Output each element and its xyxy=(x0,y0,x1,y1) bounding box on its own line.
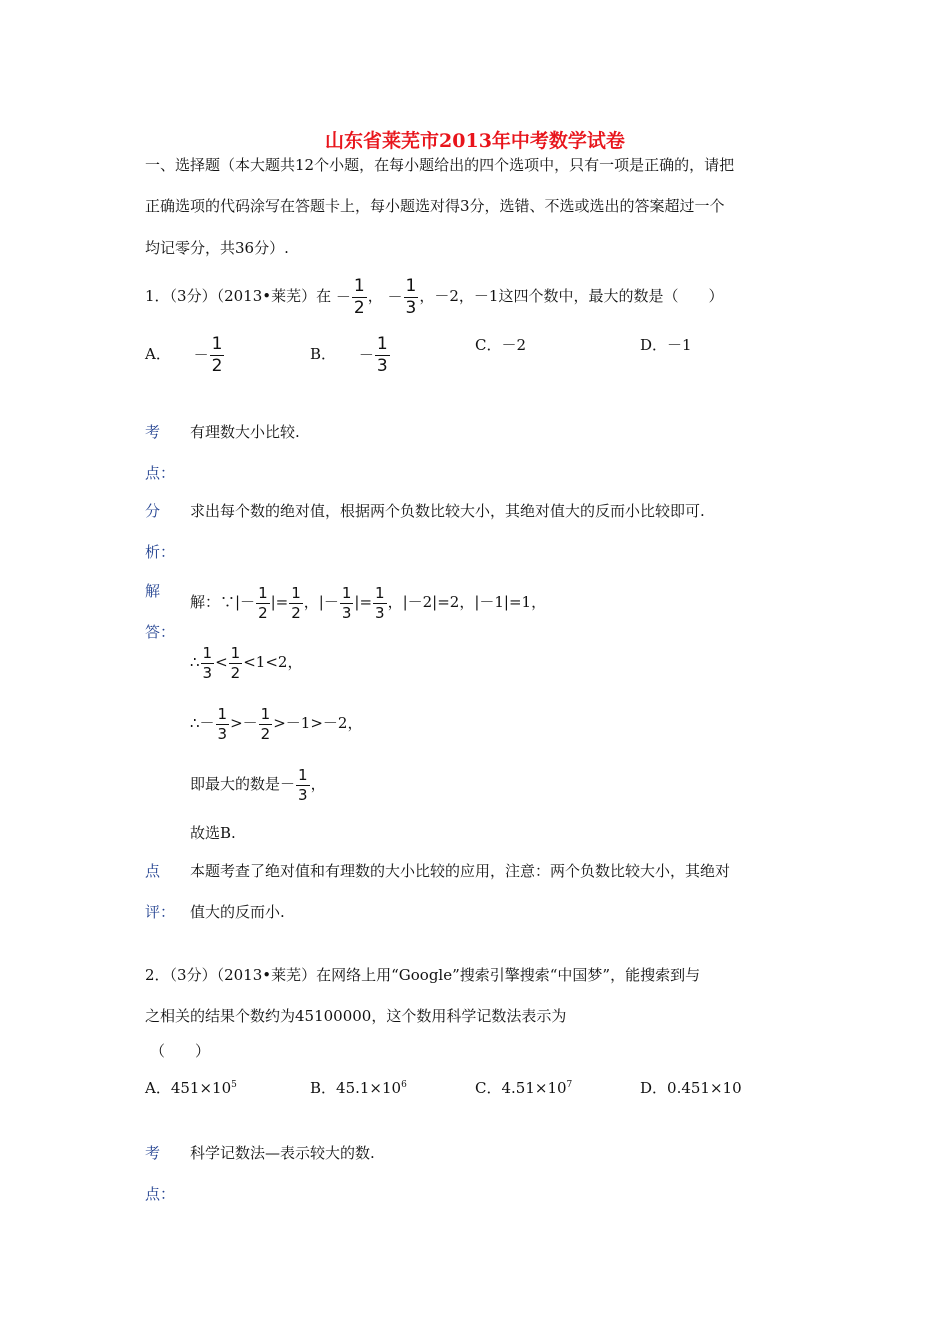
q1-suffix: ，－2，－1这四个数中，最大的数是（ ） xyxy=(419,287,724,305)
minus-sign: － xyxy=(193,346,209,364)
option-a xyxy=(145,334,225,375)
kaodian-label: 考 xyxy=(145,423,161,441)
q2-option-c: C．$4.51\times 10^7$ xyxy=(475,1079,573,1097)
fraction-one-half: $\frac{1}{2}$ xyxy=(291,583,301,622)
comma: ， xyxy=(367,287,383,305)
solution-step-2: ∴ $\frac{1}{3}$ < $\frac{1}{2}$ <1<2， xyxy=(190,643,303,682)
option-a-label: A． xyxy=(145,345,171,363)
dianping-label: 点 xyxy=(145,862,161,880)
q2-option-a: A．$451\times 10^5$ xyxy=(145,1079,237,1097)
jieda-label-2: 答： xyxy=(145,623,176,641)
q2-option-d: D．0.451×10 xyxy=(640,1079,742,1097)
q2-option-b: B．$45.1\times 10^6$ xyxy=(310,1079,407,1097)
fraction-one-third: $\frac{1}{3}$ xyxy=(341,583,352,622)
q1-prefix: 1．（3分）（2013•莱芜）在 xyxy=(145,287,332,305)
jieda-label: 解 xyxy=(145,582,161,600)
option-d: D．－1 xyxy=(640,336,692,354)
option-b-fraction: $\frac{1}{3}$ xyxy=(376,333,388,376)
question-2-line1: 2．（3分）（2013•莱芜）在网络上用“Google”搜索引擎搜索“中国梦”，能搜索到与 xyxy=(145,966,701,984)
q2-kaodian-label: 考 xyxy=(145,1144,161,1162)
fenxi-label: 分 xyxy=(145,502,161,520)
minus-sign: － xyxy=(387,288,403,306)
solution-step-4: 即最大的数是－ $\frac{1}{3}$ ， xyxy=(190,765,326,804)
fraction-one-half: $\frac{1}{2}$ xyxy=(258,583,268,622)
dianping-text-2: 值大的反而小. xyxy=(190,903,285,921)
fraction-one-third: $\frac{1}{3}$ xyxy=(298,765,308,804)
dianping-label-2: 评： xyxy=(145,903,176,921)
section-intro-line1: 一、选择题（本大题共12个小题，在每小题给出的四个选项中，只有一项是正确的，请把 xyxy=(145,156,735,174)
kaodian-text: 有理数大小比较. xyxy=(190,423,300,441)
fenxi-label-2: 析： xyxy=(145,543,176,561)
question-1-stem xyxy=(145,276,723,317)
fenxi-text: 求出每个数的绝对值，根据两个负数比较大小，其绝对值大的反而小比较即可. xyxy=(190,502,705,520)
question-2-line3: （ ） xyxy=(150,1042,211,1060)
fraction-one-third: $\frac{1}{3}$ xyxy=(405,275,417,318)
dianping-text-1: 本题考查了绝对值和有理数的大小比较的应用，注意：两个负数比较大小，其绝对 xyxy=(190,862,731,880)
option-b xyxy=(310,334,391,375)
fraction-one-half: $\frac{1}{2}$ xyxy=(230,643,241,682)
page-title: 山东省莱芜市2013年中考数学试卷 xyxy=(325,130,625,152)
q2-kaodian-label-2: 点： xyxy=(145,1185,176,1203)
fraction-one-third: $\frac{1}{3}$ xyxy=(202,643,213,682)
question-2-line2: 之相关的结果个数约为45100000，这个数用科学记数法表示为 xyxy=(145,1007,567,1025)
option-b-label: B． xyxy=(310,345,337,363)
option-c: C．－2 xyxy=(475,336,527,354)
fraction-one-third: $\frac{1}{3}$ xyxy=(217,704,228,743)
section-intro-line2: 正确选项的代码涂写在答题卡上，每小题选对得3分，选错、不选或选出的答案超过一个 xyxy=(145,197,725,215)
minus-sign: － xyxy=(335,288,351,306)
q2-kaodian-text: 科学记数法—表示较大的数. xyxy=(190,1144,375,1162)
fraction-one-third: $\frac{1}{3}$ xyxy=(375,583,385,622)
solution-step-5: 故选B. xyxy=(190,824,236,842)
solution-step-3: ∴－ $\frac{1}{3}$ >－ $\frac{1}{2}$ >－1>－2， xyxy=(190,704,363,743)
option-a-fraction: $\frac{1}{2}$ xyxy=(211,333,223,376)
kaodian-label-2: 点： xyxy=(145,464,176,482)
section-intro-line3: 均记零分，共36分）. xyxy=(145,239,289,257)
fraction-one-half: $\frac{1}{2}$ xyxy=(260,704,271,743)
solution-step-1: 解：∵|－ $\frac{1}{2}$ |= $\frac{1}{2}$ ，|－ $\frac{1}{3}$ |= $\frac{1}{3}$ ，|－2|=2，|－1|=1， xyxy=(190,583,547,622)
fraction-one-half: $\frac{1}{2}$ xyxy=(353,275,365,318)
minus-sign: － xyxy=(358,346,374,364)
